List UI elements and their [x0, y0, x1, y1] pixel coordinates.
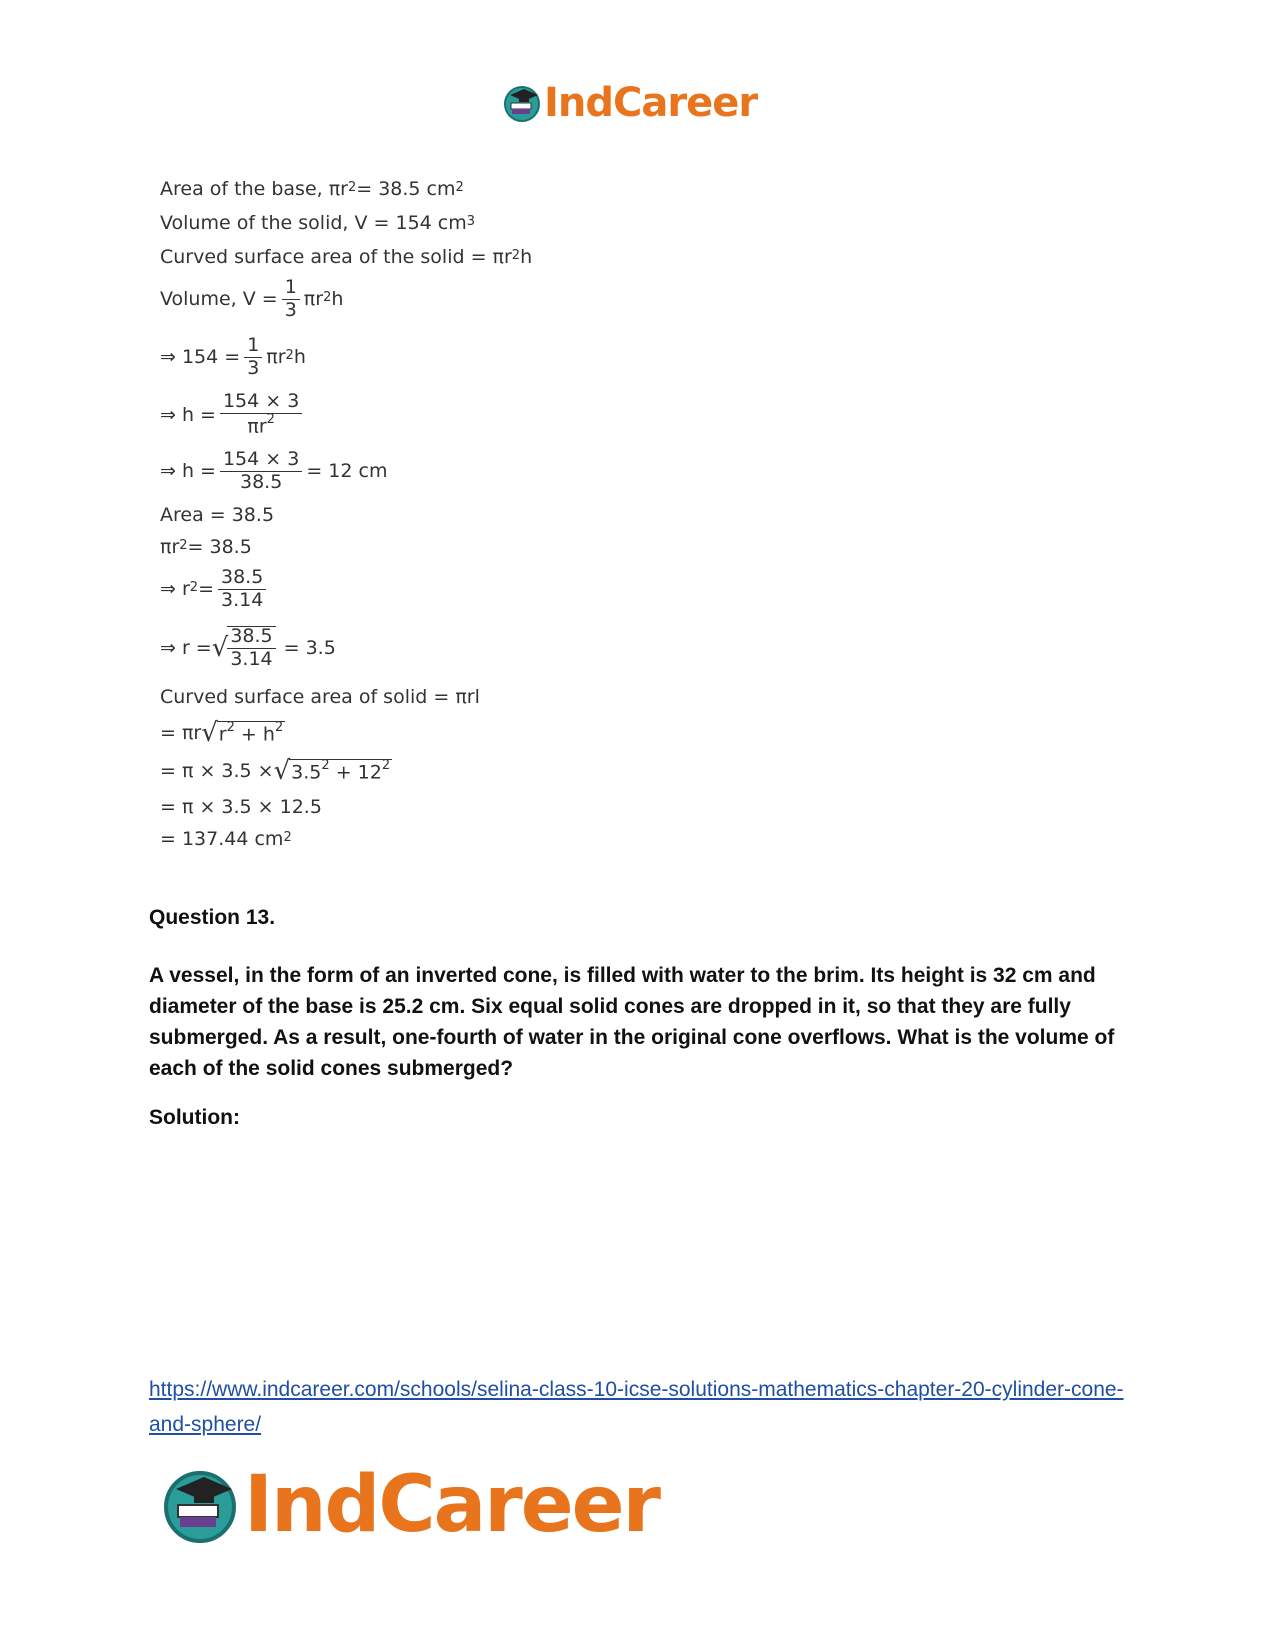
- globe-graduation-cap-icon: [160, 1465, 240, 1545]
- math-line-csa-product: = π × 3.5 × 12.5: [160, 796, 322, 818]
- math-line-result: = 137.44 cm $^2$: [160, 828, 292, 850]
- globe-graduation-cap-icon: [502, 83, 542, 123]
- sqrt-icon: √: [201, 718, 218, 748]
- math-line-r-value: ⇒ r = √ $\frac{38.5}{3.14}$ = 3.5: [160, 625, 336, 670]
- math-line-curved-surface: Curved surface area of the solid = πr $^2$ h: [160, 246, 533, 268]
- footer-logo: [160, 1462, 659, 1548]
- footer-logo-text: IndCareer: [244, 1460, 659, 1550]
- math-line-area: Area = 38.5: [160, 504, 275, 526]
- math-line-csa-numbers: = π × 3.5 × √ $3.5^2 + 12^2$: [160, 756, 391, 786]
- source-link[interactable]: https://www.indcareer.com/schools/selina-class-10-icse-solutions-mathematics-chapter-20-cylinder-cone-and-sphere/: [149, 1378, 1124, 1436]
- sqrt-icon: √: [211, 632, 229, 663]
- math-line-pir2: πr $^2$ = 38.5: [160, 536, 252, 558]
- sqrt-icon: √: [273, 756, 291, 786]
- solution-label: Solution:: [149, 1106, 240, 1129]
- math-line-volume-formula: Volume, V = $\frac{1}{3}$ πr $^2$ h: [160, 276, 344, 321]
- math-line-h-value: ⇒ h = $\frac{154 \times 3}{38.5}$ = 12 cm: [160, 448, 388, 493]
- math-line-csa-sqrt: = πr √ $r^2 + h^2$: [160, 718, 284, 748]
- math-line-volume: Volume of the solid, V = 154 cm $^3$: [160, 212, 476, 234]
- header-logo: [502, 80, 757, 126]
- math-line-h-formula: ⇒ h = $\frac{154 \times 3}{\pi r^2}$: [160, 392, 306, 437]
- question-body: A vessel, in the form of an inverted cone, is filled with water to the brim. Its height is 32 cm and diameter of the base is 25.2 cm. Six equal solid cones are dropped in it, so that they are fully submerged. As a result, one-fourth of water in the original cone overflows. What is the volume of each of the solid cones submerged?: [149, 964, 1115, 1080]
- math-line-base-area: Area of the base, πr $^2$ = 38.5 cm $^2$: [160, 178, 464, 200]
- header-logo-text: IndCareer: [544, 80, 758, 126]
- question-title: Question 13.: [149, 906, 276, 929]
- math-line-r-squared: ⇒ r $^2$ = $\frac{38.5}{3.14}$: [160, 568, 270, 611]
- math-line-csa-solid: Curved surface area of solid = πrl: [160, 686, 480, 708]
- math-line-154-eq: ⇒ 154 = $\frac{1}{3}$ πr $^2$ h: [160, 334, 306, 379]
